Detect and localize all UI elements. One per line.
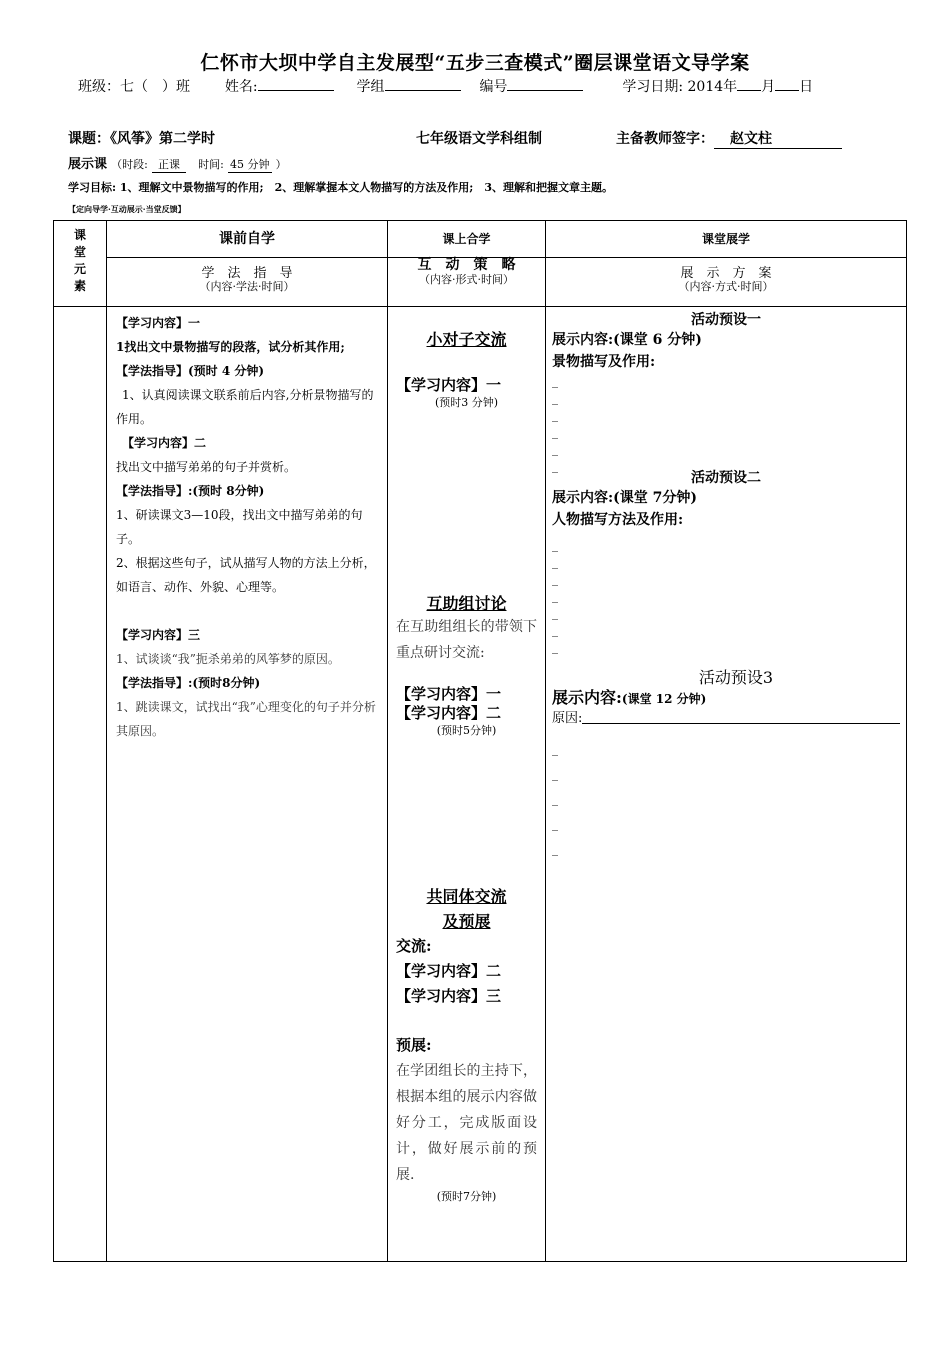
method-1-text: 1、认真阅读课文联系前后内容,分析景物描写的作用。 <box>116 388 374 426</box>
row-label-char: 素 <box>73 279 86 293</box>
method-3-tag: 【学法指导】:(预时8分钟) <box>116 676 261 690</box>
answer-line[interactable]: _ <box>552 792 558 806</box>
answer-line[interactable]: _ <box>552 842 558 856</box>
col1-sub-title: 学 法 指 导 <box>201 266 293 281</box>
method-2-tag: 【学法指导】:(预时 8分钟) <box>116 484 265 498</box>
close-paren: ） <box>275 158 287 171</box>
community-title: 共同体交流 <box>426 887 507 906</box>
col3-subheader <box>546 258 907 307</box>
answer-line[interactable]: _ <box>552 623 558 637</box>
pair-time: (预时3 分钟) <box>434 396 499 409</box>
content-3-text: 1、试谈谈“我”扼杀弟弟的风筝梦的原因。 <box>116 652 340 666</box>
answer-line[interactable]: _ <box>552 374 558 388</box>
teaching-steps: 【定向导学·互动展示·当堂反馈】 <box>68 204 186 214</box>
col3-sub-note: （内容·方式·时间） <box>678 280 774 293</box>
row-label-cell <box>54 221 107 307</box>
preview-time: (预时7分钟) <box>436 1190 497 1203</box>
class-label: 班级：七（ ）班 <box>78 79 190 95</box>
answer-line[interactable]: _ <box>552 572 558 586</box>
col1-sub-note: （内容·学法·时间） <box>199 280 295 293</box>
day-label: 日 <box>799 79 814 95</box>
pair-exchange-title: 小对子交流 <box>426 330 507 349</box>
answer-line[interactable]: _ <box>552 767 558 781</box>
name-field[interactable] <box>258 76 334 91</box>
learning-goals: 学习目标: 1、理解文中景物描写的作用; 2、理解掌握本文人物描写的方法及作用; 3、理解和把握文章主题。 <box>68 181 613 194</box>
row-label-char: 课 <box>73 228 86 242</box>
method-2-text-2: 2、根据这些句子，试从描写人物的方法上分析，如语言、动作、外貌、心理等。 <box>116 556 376 594</box>
content-2-tag: 【学习内容】二 <box>122 436 207 450</box>
group-item-1: 【学习内容】一 <box>396 685 502 703</box>
activity-2-title: 活动预设二 <box>691 470 761 486</box>
activity-3-title: 活动预设3 <box>698 668 774 687</box>
answer-line[interactable]: _ <box>552 640 558 654</box>
community-title-2: 及预展 <box>442 912 491 931</box>
pair-item: 【学习内容】一 <box>396 376 502 394</box>
method-2-text-1: 1、研读课文3—10段，找出文中描写弟弟的句子。 <box>116 508 363 546</box>
month-label: 月 <box>761 79 776 95</box>
activity-2-topic: 人物描写方法及作用: <box>552 512 684 528</box>
lesson-type: 展示课 <box>68 157 108 172</box>
lesson-table <box>53 220 907 1262</box>
col2-sub-title: 互 动 策 略 <box>417 257 516 273</box>
activity-2-content: 展示内容:(课堂 7分钟) <box>552 490 698 506</box>
number-field[interactable] <box>507 76 583 91</box>
activity-1-title: 活动预设一 <box>691 312 761 328</box>
answer-line[interactable]: _ <box>552 425 558 439</box>
answer-line[interactable]: _ <box>552 538 558 552</box>
lesson-type-line <box>68 153 287 173</box>
community-item-2: 【学习内容】三 <box>396 987 502 1005</box>
content-1-text: 1找出文中景物描写的段落，试分析其作用; <box>116 340 345 354</box>
col3-header: 课堂展学 <box>546 221 907 258</box>
community-item-1: 【学习内容】二 <box>396 962 502 980</box>
preview-label: 预展: <box>396 1036 432 1054</box>
topic-label: 课题：《风筝》第二学时 <box>68 131 215 147</box>
col3-sub-title: 展 示 方 案 <box>680 266 772 281</box>
reason-field[interactable] <box>582 709 900 724</box>
page-title: 仁怀市大坝中学自主发展型“五步三查模式”圈层课堂语文导学案 <box>200 52 750 74</box>
number-label: 编号 <box>479 79 508 95</box>
content-3-tag: 【学习内容】三 <box>116 628 201 642</box>
teacher-signature <box>616 128 842 149</box>
activity-3-time: (课堂 12 分钟) <box>621 692 707 706</box>
answer-line[interactable]: _ <box>552 408 558 422</box>
group-discussion-title: 互助组讨论 <box>426 594 507 613</box>
teacher-name: 赵文柱 <box>714 128 842 149</box>
activity-1-topic: 景物描写及作用: <box>552 354 656 370</box>
answer-line[interactable]: _ <box>552 606 558 620</box>
col1-subheader <box>107 258 388 307</box>
name-label: 姓名: <box>224 79 258 95</box>
presentation-cell <box>546 307 907 1262</box>
date-label: 学习日期: 2014年 <box>622 79 738 95</box>
answer-line[interactable]: _ <box>552 817 558 831</box>
group-item-2: 【学习内容】二 <box>396 704 502 722</box>
group-time: (预时5分钟) <box>436 724 497 737</box>
time-value: 45 分钟 <box>230 158 270 171</box>
maker-label: 七年级语文学科组制 <box>416 131 542 147</box>
col2-header: 课上合学 <box>388 221 546 258</box>
self-study-cell <box>107 307 388 1262</box>
month-field[interactable] <box>737 76 761 91</box>
row-label-empty <box>54 307 107 1262</box>
reason-line <box>552 709 900 729</box>
time-label: 时间: <box>198 158 224 171</box>
group-discussion-text: 在互助组组长的带领下重点研讨交流: <box>396 619 537 661</box>
row-label-char: 堂 <box>73 245 86 259</box>
exchange-label: 交流: <box>396 937 432 955</box>
activity-3-content: 展示内容: <box>552 688 622 707</box>
answer-line[interactable]: _ <box>552 459 558 473</box>
activity-3-content-line <box>552 688 900 709</box>
answer-line[interactable]: _ <box>552 391 558 405</box>
student-info-line <box>78 76 813 96</box>
row-label-char: 元 <box>73 262 86 276</box>
col1-header: 课前自学 <box>107 221 388 258</box>
col2-sub-note: （内容·形式·时间） <box>419 273 514 286</box>
reason-label: 原因: <box>552 711 583 726</box>
teacher-label: 主备教师签字： <box>616 131 714 147</box>
content-1-tag: 【学习内容】一 <box>116 316 201 330</box>
answer-line[interactable]: _ <box>552 555 558 569</box>
period-label: （时段: <box>111 158 148 171</box>
answer-line[interactable]: _ <box>552 742 558 756</box>
content-2-text: 找出文中描写弟弟的句子并赏析。 <box>116 460 297 474</box>
period-value: 正课 <box>152 156 186 173</box>
method-3-text: 1、跳读课文，试找出“我”心理变化的句子并分析其原因。 <box>116 700 376 738</box>
group-label: 学组 <box>356 79 385 95</box>
day-field[interactable] <box>775 76 799 91</box>
cooperative-study-cell <box>388 307 546 1262</box>
activity-1-content: 展示内容:(课堂 6 分钟) <box>552 332 702 348</box>
col2-subheader <box>388 258 546 307</box>
group-field[interactable] <box>385 76 461 91</box>
answer-line[interactable]: _ <box>552 442 558 456</box>
answer-line[interactable]: _ <box>552 589 558 603</box>
method-1-tag: 【学法指导】(预时 4 分钟) <box>116 364 265 378</box>
preview-text: 在学团组长的主持下，根据本组的展示内容做好分工，完成版面设计，做好展示前的预展. <box>396 1063 537 1183</box>
